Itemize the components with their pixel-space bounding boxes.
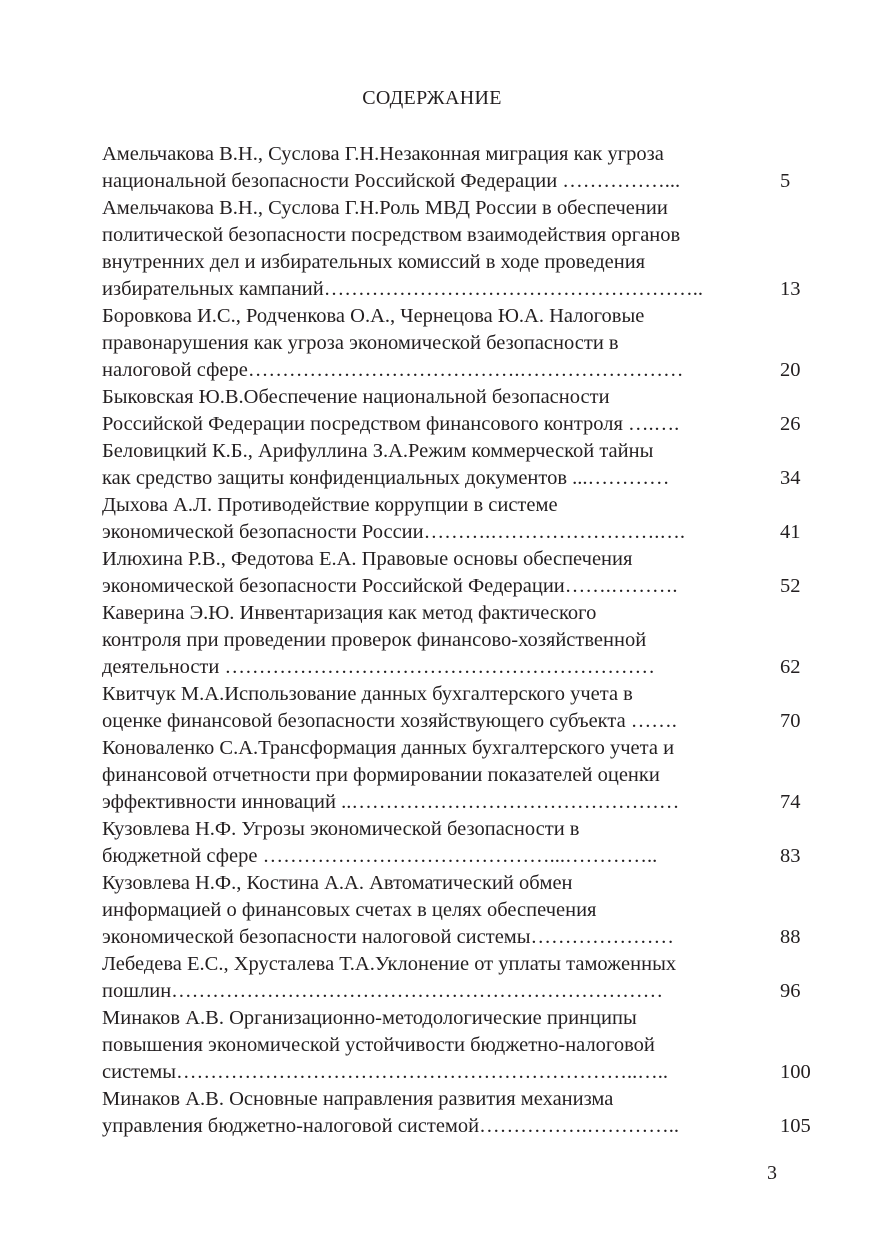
- toc-entry: [102, 951, 822, 1005]
- toc-entry-page: 13: [780, 278, 801, 300]
- toc-entry-page: 96: [780, 980, 801, 1002]
- toc-entry-text: эффективности инноваций ..…………………………………………: [102, 791, 680, 813]
- toc-entry-text: национальной безопасности Российской Федерации ……………...: [102, 170, 681, 192]
- toc-entry-text: Каверина Э.Ю. Инвентаризация как метод фактического: [102, 602, 597, 624]
- toc-entry-text: избирательных кампаний………………………………………………..: [102, 278, 703, 300]
- toc-entry-text: Минаков А.В. Организационно-методологические принципы: [102, 1007, 637, 1029]
- toc-entry: [102, 1005, 822, 1086]
- toc-entry-text: Кузовлева Н.Ф., Костина А.А. Автоматический обмен: [102, 872, 573, 894]
- page-number: 3: [767, 1162, 777, 1184]
- toc-entry-text: Быковская Ю.В.Обеспечение национальной безопасности: [102, 386, 610, 408]
- page-title: СОДЕРЖАНИЕ: [362, 87, 502, 109]
- toc-entry-text: внутренних дел и избирательных комиссий в ходе проведения: [102, 251, 646, 273]
- toc-entry-text: финансовой отчетности при формировании показателей оценки: [102, 764, 660, 786]
- toc-entry: [102, 681, 822, 735]
- toc-entry-text: деятельности ………………………………………………………: [102, 656, 655, 678]
- toc-entry: [102, 816, 822, 870]
- toc-entry-text: Илюхина Р.В., Федотова Е.А. Правовые основы обеспечения: [102, 548, 633, 570]
- toc-entry: [102, 600, 822, 681]
- toc-entry-text: экономической безопасности Российской Федерации…….……….: [102, 575, 678, 597]
- toc-entry-page: 70: [780, 710, 801, 732]
- toc-entry-text: Амельчакова В.Н., Суслова Г.Н.Роль МВД России в обеспечении: [102, 197, 668, 219]
- toc-entry: [102, 438, 822, 492]
- toc-entry-text: как средство защиты конфиденциальных документов ...…………: [102, 467, 670, 489]
- toc-entry-page: 26: [780, 413, 801, 435]
- toc-entry-page: 5: [780, 170, 791, 192]
- toc-entry: [102, 141, 822, 195]
- toc-entry-text: системы…………………………………………………………..…..: [102, 1061, 668, 1083]
- toc-entry: [102, 303, 822, 384]
- toc-entry-text: политической безопасности посредством взаимодействия органов: [102, 224, 681, 246]
- toc-entry-text: Российской Федерации посредством финансового контроля ….….: [102, 413, 680, 435]
- toc-entry-text: налоговой сфере………………………………….……………………: [102, 359, 684, 381]
- toc-entry: [102, 546, 822, 600]
- toc-entry-page: 105: [780, 1115, 811, 1137]
- toc-entry-page: 34: [780, 467, 801, 489]
- toc-entry-text: Квитчук М.А.Использование данных бухгалтерского учета в: [102, 683, 633, 705]
- toc-entry-page: 62: [780, 656, 801, 678]
- toc-entry: [102, 492, 822, 546]
- toc-entry: [102, 195, 822, 303]
- toc-entry-text: Коноваленко С.А.Трансформация данных бухгалтерского учета и: [102, 737, 675, 759]
- toc-entry-page: 74: [780, 791, 801, 813]
- toc-entry: [102, 1086, 822, 1140]
- toc-entry-text: повышения экономической устойчивости бюджетно-налоговой: [102, 1034, 655, 1056]
- toc-entry-text: правонарушения как угроза экономической безопасности в: [102, 332, 619, 354]
- toc-entry-text: Лебедева Е.С., Хрусталева Т.А.Уклонение от уплаты таможенных: [102, 953, 677, 975]
- toc-entry-text: управления бюджетно-налоговой системой…………….…………..: [102, 1115, 679, 1137]
- toc-entry-page: 20: [780, 359, 801, 381]
- toc-entry-text: контроля при проведении проверок финансово-хозяйственной: [102, 629, 647, 651]
- toc-entry: [102, 384, 822, 438]
- toc-entry-page: 41: [780, 521, 801, 543]
- toc-entry-text: оценке финансовой безопасности хозяйствующего субъекта …….: [102, 710, 677, 732]
- toc-entry-text: информацией о финансовых счетах в целях обеспечения: [102, 899, 597, 921]
- toc-entry-text: экономической безопасности России……….…………………….….: [102, 521, 685, 543]
- toc-entry-page: 83: [780, 845, 801, 867]
- toc-entry-text: экономической безопасности налоговой системы…………………: [102, 926, 675, 948]
- toc-entry-text: Беловицкий К.Б., Арифуллина З.А.Режим коммерческой тайны: [102, 440, 654, 462]
- toc-entry-page: 52: [780, 575, 801, 597]
- toc-entry-text: Кузовлева Н.Ф. Угрозы экономической безопасности в: [102, 818, 580, 840]
- toc-entry-text: Амельчакова В.Н., Суслова Г.Н.Незаконная миграция как угроза: [102, 143, 664, 165]
- toc-entry-text: Дыхова А.Л. Противодействие коррупции в системе: [102, 494, 558, 516]
- toc-entry: [102, 870, 822, 951]
- toc-entry-text: бюджетной сфере ……………………………………...…………..: [102, 845, 658, 867]
- toc-entry-page: 100: [780, 1061, 811, 1083]
- toc-entry-text: Минаков А.В. Основные направления развития механизма: [102, 1088, 614, 1110]
- toc-entry-text: Боровкова И.С., Родченкова О.А., Чернецова Ю.А. Налоговые: [102, 305, 645, 327]
- toc-entry-text: пошлин………………………………………………………………: [102, 980, 664, 1002]
- toc-entry: [102, 735, 822, 816]
- toc-entry-page: 88: [780, 926, 801, 948]
- table-of-contents: [102, 141, 822, 1140]
